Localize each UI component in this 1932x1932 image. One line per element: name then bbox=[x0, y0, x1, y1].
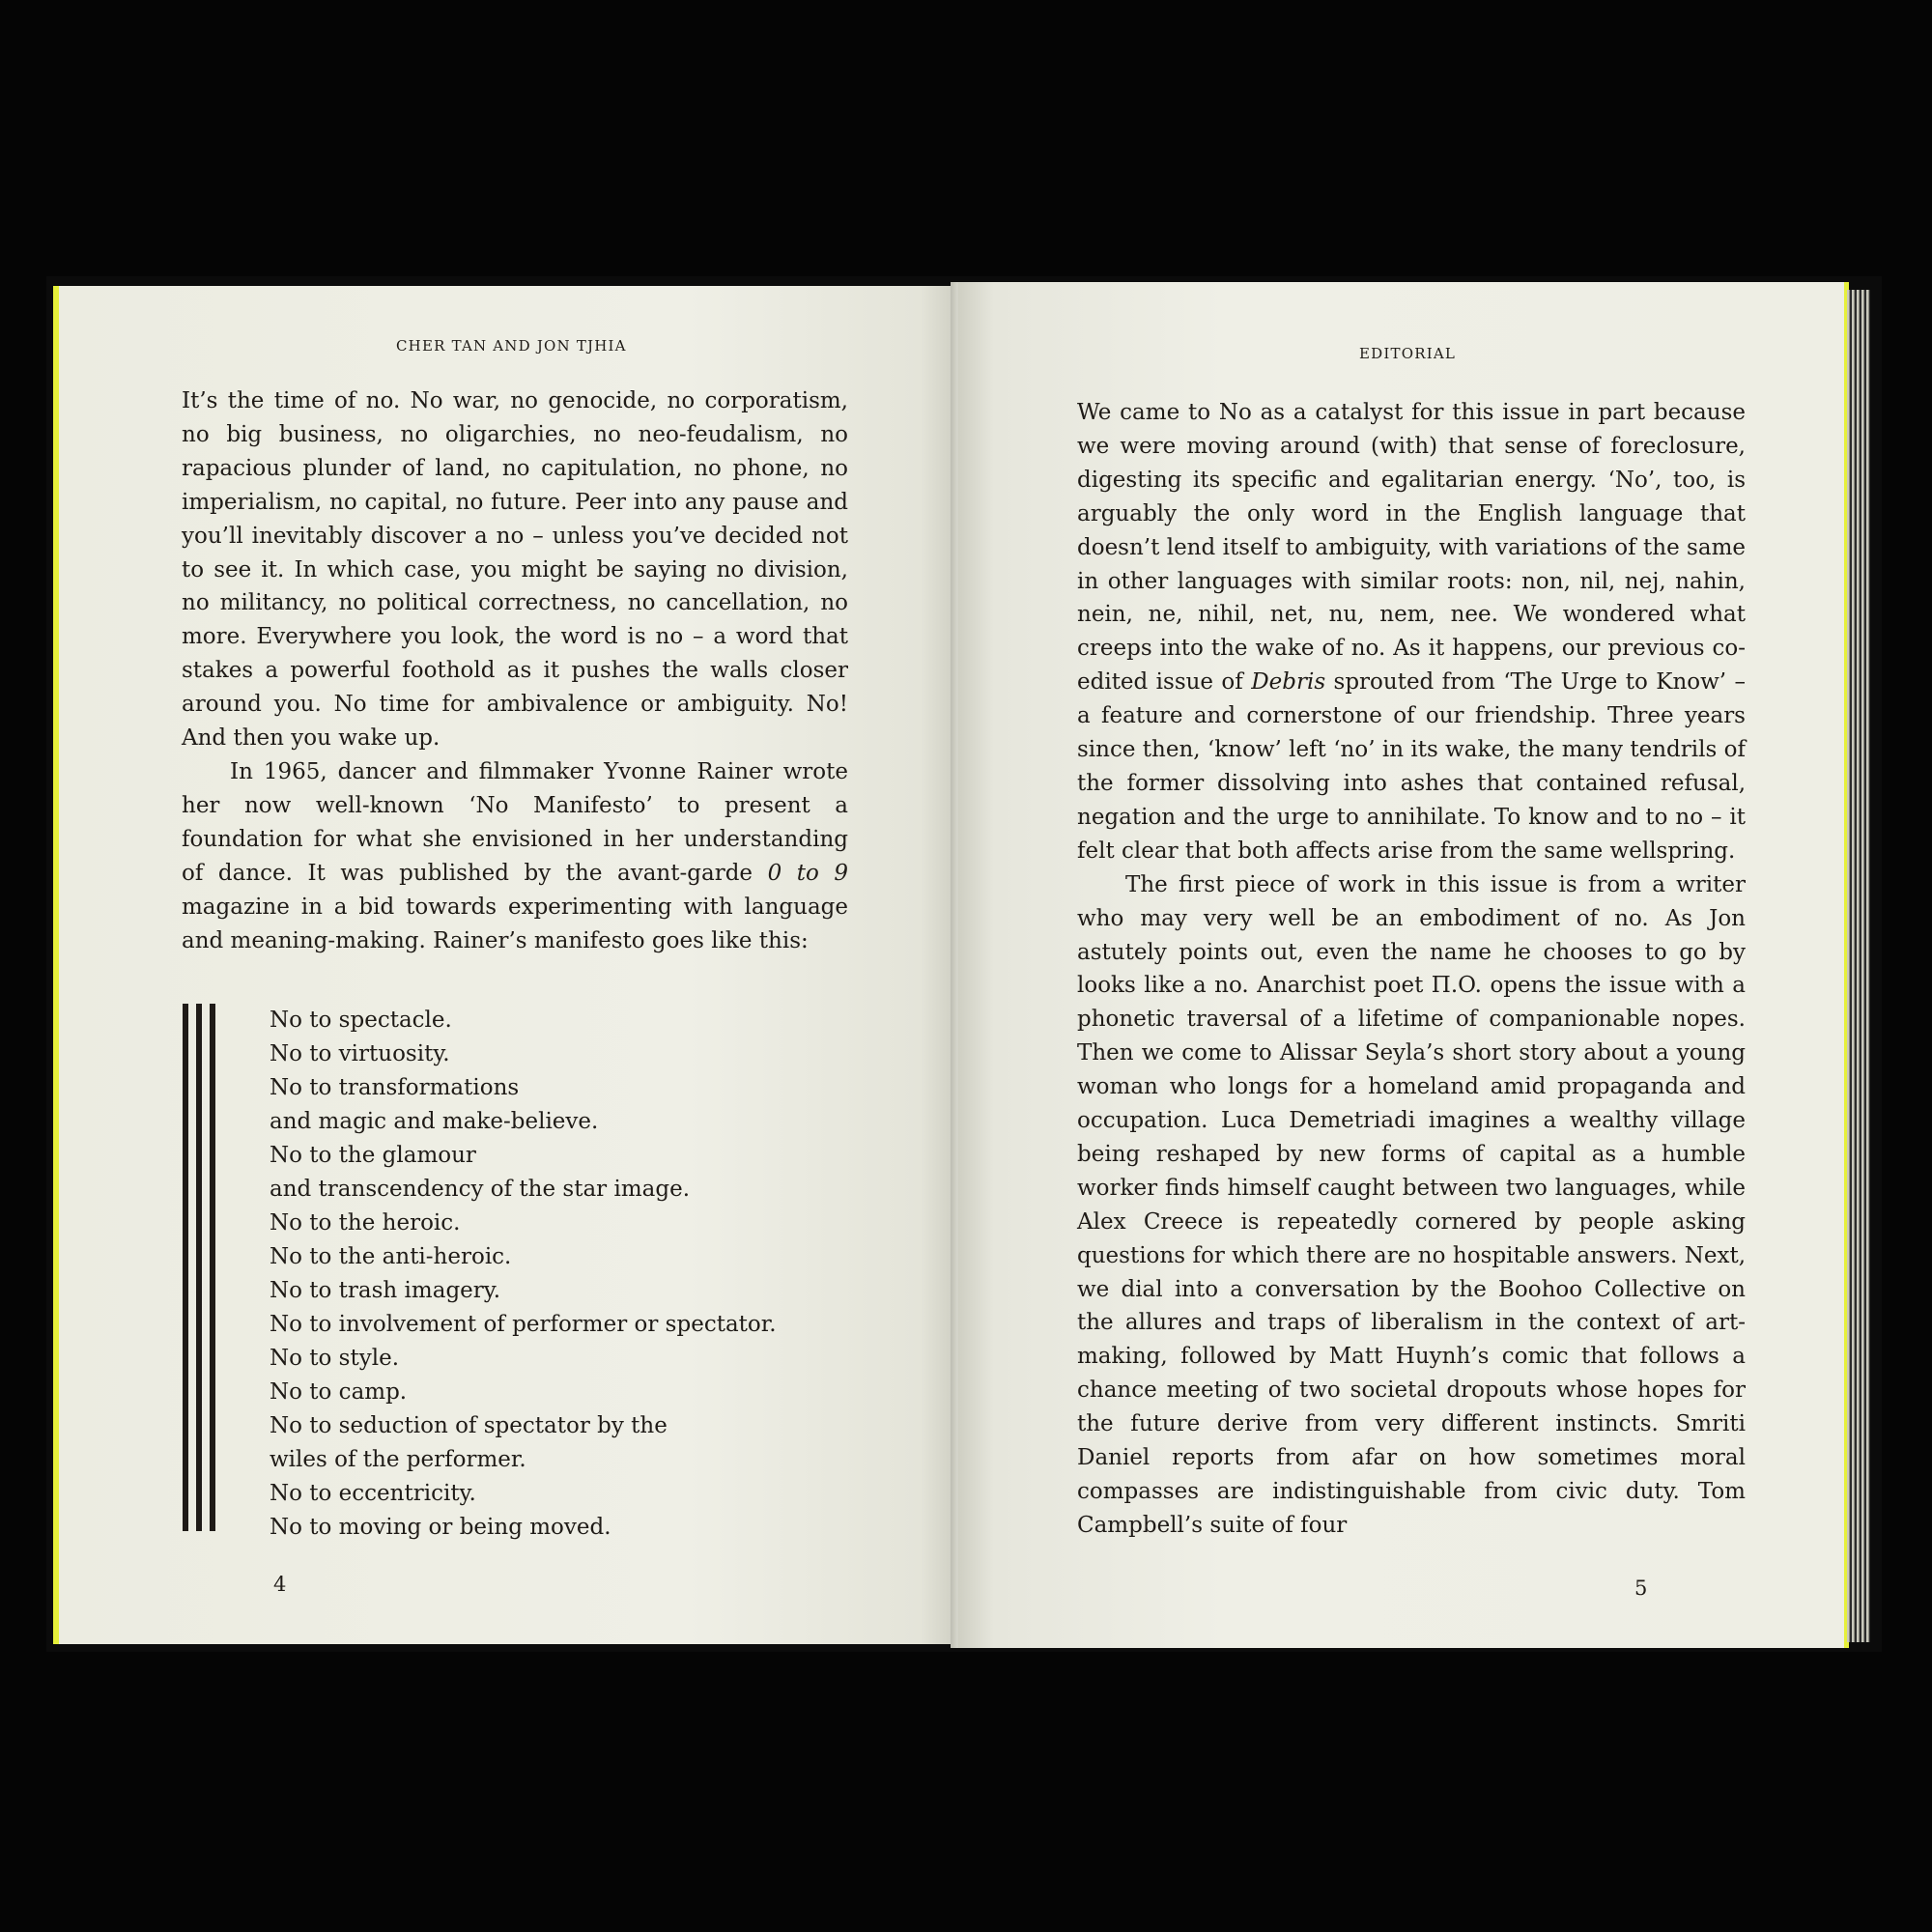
right-body-text bbox=[1077, 396, 1746, 1543]
manifesto-line: No to style. bbox=[270, 1346, 400, 1371]
left-paragraph-2: In 1965, dancer and filmmaker Yvonne Rainer wrote her now well-known ‘No Manifesto’ to present a foundation for what she envisioned in her understanding of dance. It was published by the avant-garde 0 to 9 magazine in a bid towards experimenting with language and meaning-making. Rainer’s manifesto goes like this: bbox=[182, 758, 848, 953]
manifesto-line: wiles of the performer. bbox=[270, 1447, 526, 1472]
manifesto-line: No to camp. bbox=[270, 1379, 408, 1405]
right-paragraph-1: We came to No as a catalyst for this issue in part because we were moving around (with) that sense of foreclosure, digesting its specific and egalitarian energy. ‘No’, too, is arguably the only word in the English language that doesn’t lend itself to ambiguity, with variations of the same in other languages with similar roots: non, nil, nej, nahin, nein, ne, nihil, net, nu, nem, nee. We wondered what creeps into the wake of no. As it happens, our previous co-edited issue of Debris sprouted from ‘The Urge to Know’ – a feature and cornerstone of our friendship. Three years since then, ‘know’ left ‘no’ in its wake, the many tendrils of the former dissolving into ashes that contained refusal, negation and the urge to annihilate. To know and to no – it felt clear that both affects arise from the same wellspring. bbox=[1077, 400, 1746, 864]
manifesto-line: and transcendency of the star image. bbox=[270, 1177, 691, 1202]
manifesto-lines bbox=[270, 1004, 777, 1545]
right-page bbox=[958, 282, 1849, 1648]
running-head-left: CHER TAN AND JON TJHIA bbox=[396, 337, 627, 355]
page-edges bbox=[1847, 290, 1870, 1642]
running-head-right: EDITORIAL bbox=[1359, 345, 1457, 362]
manifesto-line: No to spectacle. bbox=[270, 1008, 452, 1033]
manifesto-line: No to virtuosity. bbox=[270, 1041, 450, 1066]
left-body-text bbox=[182, 384, 848, 957]
manifesto-quote-block bbox=[183, 1004, 859, 1540]
manifesto-line: No to the heroic. bbox=[270, 1210, 461, 1236]
manifesto-line: No to moving or being moved. bbox=[270, 1515, 611, 1540]
left-paragraph-1: It’s the time of no. No war, no genocide, no corporatism, no big business, no oligarchies, no neo-feudalism, no rapacious plunder of land, no capitulation, no phone, no imperialism, no capital, no future. Peer into any pause and you’ll inevitably discover a no – unless you’ve decided not to see it. In which case, you might be saying no division, no militancy, no political correctness, no cancellation, no more. Everywhere you look, the word is no – a word that stakes a powerful foothold as it pushes the walls closer around you. No time for ambivalence or ambiguity. No! And then you wake up. bbox=[182, 388, 848, 752]
manifesto-line: and magic and make-believe. bbox=[270, 1109, 599, 1134]
left-page bbox=[53, 286, 956, 1644]
manifesto-line: No to transformations bbox=[270, 1075, 520, 1100]
manifesto-line: No to eccentricity. bbox=[270, 1481, 476, 1506]
manifesto-line: No to the anti-heroic. bbox=[270, 1244, 512, 1269]
debris-title-italic: Debris bbox=[1251, 669, 1326, 696]
page-number-left: 4 bbox=[273, 1573, 287, 1596]
page-number-right: 5 bbox=[1634, 1577, 1648, 1600]
quote-bars-decoration bbox=[183, 1004, 217, 1531]
manifesto-line: No to the glamour bbox=[270, 1143, 476, 1168]
manifesto-line: No to involvement of performer or spectator. bbox=[270, 1312, 777, 1337]
manifesto-line: No to trash imagery. bbox=[270, 1278, 501, 1303]
magazine-title-italic: 0 to 9 bbox=[767, 860, 848, 886]
right-paragraph-2: The first piece of work in this issue is from a writer who may very well be an embodiment of no. As Jon astutely points out, even the name he chooses to go by looks like a no. Anarchist poet Π.O. opens the issue with a phonetic traversal of a lifetime of companionable nopes. Then we come to Alissar Seyla’s short story about a young woman who longs for a homeland amid propaganda and occupation. Luca Demetriadi imagines a wealthy village being reshaped by new forms of capital as a humble worker finds himself caught between two languages, while Alex Creece is repeatedly cornered by people asking questions for which there are no hospitable answers. Next, we dial into a conversation by the Boohoo Collective on the allures and traps of liberalism in the context of art-making, followed by Matt Huynh’s comic that follows a chance meeting of two societal dropouts whose hopes for the future derive from very different instincts. Smriti Daniel reports from afar on how sometimes moral compasses are indistinguishable from civic duty. Tom Campbell’s suite of four bbox=[1077, 871, 1746, 1538]
manifesto-line: No to seduction of spectator by the bbox=[270, 1413, 668, 1438]
